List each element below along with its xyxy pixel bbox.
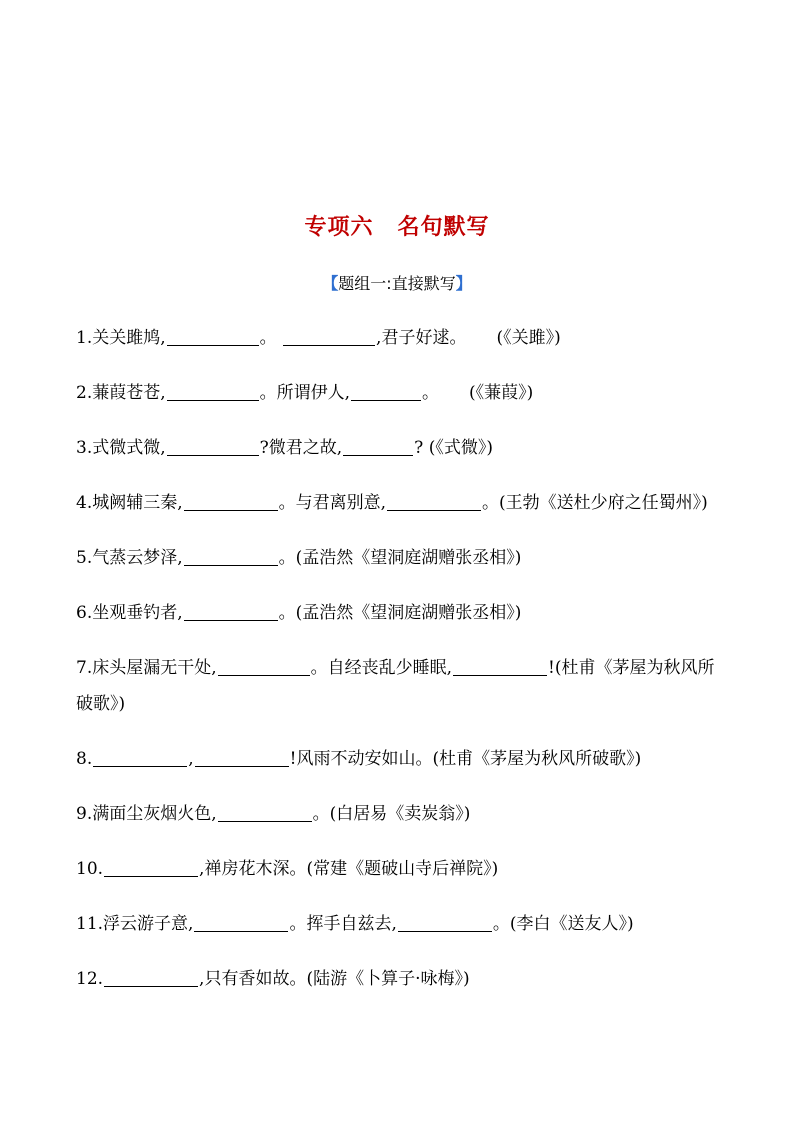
title-part1: 专项六 xyxy=(304,215,374,240)
question-1 xyxy=(76,320,726,356)
question-text: 。 xyxy=(422,383,440,403)
question-10 xyxy=(76,851,726,887)
answer-blank[interactable] xyxy=(195,748,289,767)
question-number: 5. xyxy=(76,548,93,568)
question-number: 11. xyxy=(76,914,104,934)
question-text: ? xyxy=(414,438,424,458)
question-number: 9. xyxy=(76,804,93,824)
question-11 xyxy=(76,906,726,942)
question-5 xyxy=(76,540,726,576)
answer-blank[interactable] xyxy=(167,382,259,401)
question-text: ,君子好逑。 xyxy=(376,328,467,348)
answer-blank[interactable] xyxy=(104,858,198,877)
question-number: 6. xyxy=(76,603,93,623)
answer-blank[interactable] xyxy=(104,968,198,987)
answer-blank[interactable] xyxy=(218,657,310,676)
question-text: 。挥手自兹去, xyxy=(289,914,397,934)
question-text: 。所谓伊人, xyxy=(259,383,351,403)
question-text: !风雨不动安如山。 xyxy=(289,749,433,769)
question-number: 8. xyxy=(76,749,93,769)
question-12 xyxy=(76,961,726,997)
question-text: 浮云游子意, xyxy=(103,914,194,934)
question-text: 蒹葭苍苍, xyxy=(92,383,166,403)
question-2 xyxy=(76,375,726,411)
answer-blank[interactable] xyxy=(93,748,187,767)
question-text: 。 xyxy=(492,914,510,934)
question-text: 。 xyxy=(312,804,330,824)
answer-blank[interactable] xyxy=(218,803,312,822)
title-part2: 名句默写 xyxy=(397,215,490,240)
section-heading-text: 题组一:直接默写 xyxy=(338,274,456,293)
question-source: (杜甫《茅屋为秋风所破歌》) xyxy=(432,749,642,769)
question-number: 3. xyxy=(76,438,93,458)
question-text: 。 xyxy=(278,548,296,568)
question-source: (常建《题破山寺后禅院》) xyxy=(306,859,499,879)
question-text: ,只有香如故。 xyxy=(199,969,307,989)
question-text: ,禅房花木深。 xyxy=(199,859,307,879)
answer-blank[interactable] xyxy=(351,382,421,401)
question-3 xyxy=(76,430,726,466)
question-4 xyxy=(76,485,726,521)
page-title xyxy=(0,210,794,241)
question-source: (《蒹葭》) xyxy=(469,383,534,403)
question-source: (《式微》) xyxy=(428,438,493,458)
section-heading xyxy=(0,271,794,294)
question-text: 城阙辅三秦, xyxy=(92,493,183,513)
question-text: 。与君离别意, xyxy=(278,493,387,513)
question-number: 12. xyxy=(76,969,104,989)
answer-blank[interactable] xyxy=(453,657,547,676)
answer-blank[interactable] xyxy=(167,437,259,456)
question-text: 坐观垂钓者, xyxy=(92,603,183,623)
question-text: ! xyxy=(548,658,555,678)
question-source: (《关雎》) xyxy=(496,328,561,348)
question-text: , xyxy=(188,749,194,769)
question-number: 7. xyxy=(76,658,93,678)
question-text: 满面尘灰烟火色, xyxy=(92,804,217,824)
question-7 xyxy=(76,650,726,722)
answer-blank[interactable] xyxy=(283,327,375,346)
question-text: 。 xyxy=(259,328,277,348)
question-source: (白居易《卖炭翁》) xyxy=(329,804,471,824)
bracket-close: 】 xyxy=(455,274,472,293)
answer-blank[interactable] xyxy=(398,913,492,932)
bracket-open: 【 xyxy=(322,274,339,293)
answer-blank[interactable] xyxy=(167,327,259,346)
question-8 xyxy=(76,741,726,777)
answer-blank[interactable] xyxy=(184,602,278,621)
question-9 xyxy=(76,796,726,832)
question-source: (李白《送友人》) xyxy=(509,914,634,934)
answer-blank[interactable] xyxy=(194,913,288,932)
question-source: (陆游《卜算子·咏梅》) xyxy=(306,969,470,989)
question-list xyxy=(76,320,726,1016)
question-number: 10. xyxy=(76,859,104,879)
answer-blank[interactable] xyxy=(343,437,413,456)
question-text: 床头屋漏无干处, xyxy=(92,658,217,678)
question-number: 4. xyxy=(76,493,93,513)
question-source: (王勃《送杜少府之任蜀州》) xyxy=(499,493,708,513)
question-source: (杜甫《茅屋为秋风所破歌》) xyxy=(76,658,715,714)
question-6 xyxy=(76,595,726,631)
question-number: 2. xyxy=(76,383,93,403)
question-text: 式微式微, xyxy=(92,438,166,458)
question-text: 。 xyxy=(278,603,296,623)
answer-blank[interactable] xyxy=(184,492,278,511)
question-text: 关关雎鸠, xyxy=(92,328,166,348)
question-text: 气蒸云梦泽, xyxy=(92,548,183,568)
question-source: (孟浩然《望洞庭湖赠张丞相》) xyxy=(295,603,522,623)
question-text: 。自经丧乱少睡眠, xyxy=(310,658,453,678)
answer-blank[interactable] xyxy=(387,492,481,511)
answer-blank[interactable] xyxy=(184,547,278,566)
question-text: ?微君之故, xyxy=(259,438,343,458)
question-text: 。 xyxy=(482,493,500,513)
question-number: 1. xyxy=(76,328,93,348)
question-source: (孟浩然《望洞庭湖赠张丞相》) xyxy=(295,548,522,568)
